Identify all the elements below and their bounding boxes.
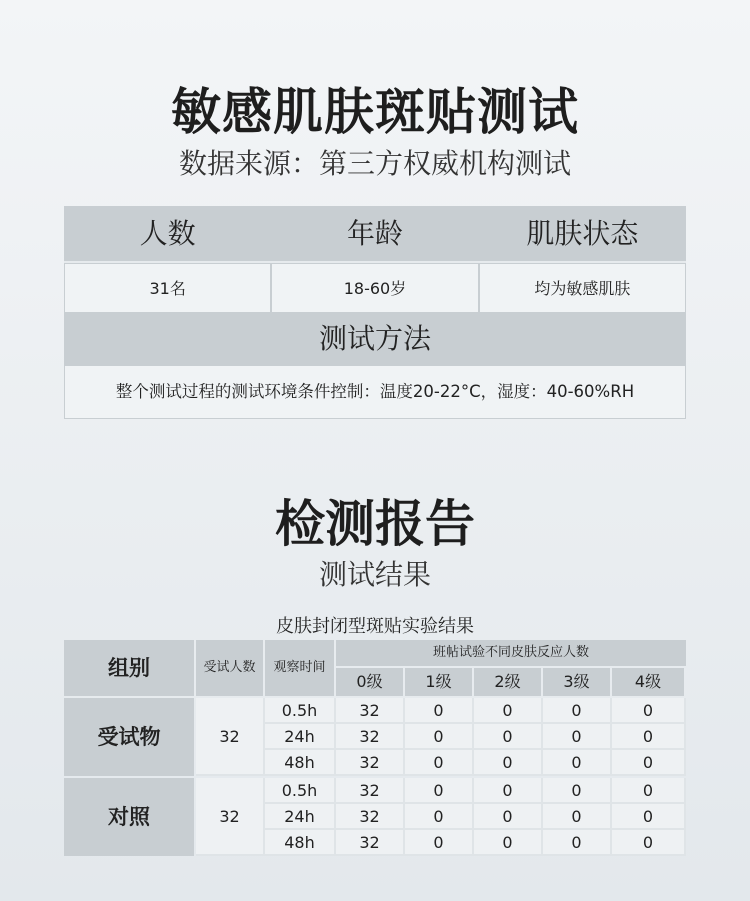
reaction-count: 0 [543,698,612,724]
info-table-values [64,263,686,313]
reaction-count: 0 [474,778,543,804]
reaction-count: 32 [336,750,405,776]
reaction-count: 32 [336,804,405,830]
page-title: 敏感肌肤斑贴测试 [171,82,579,141]
group-name: 对照 [64,778,194,856]
header-subjects: 受试人数 [196,640,263,696]
observation-time: 24h [265,804,336,830]
reaction-count: 0 [543,750,612,776]
header-group: 组别 [64,640,194,696]
reaction-count: 0 [405,778,474,804]
header-observation-time: 观察时间 [265,640,334,696]
results-table [64,640,686,854]
reaction-count: 32 [336,724,405,750]
reaction-count: 0 [405,804,474,830]
reaction-count: 0 [474,804,543,830]
observation-time: 0.5h [265,698,336,724]
data-source-subtitle: 数据来源：第三方权威机构测试 [178,147,571,180]
observation-time: 24h [265,724,336,750]
reaction-count: 0 [474,698,543,724]
reaction-count: 0 [405,698,474,724]
observation-time: 0.5h [265,778,336,804]
value-skin-state: 均为敏感肌肤 [479,263,686,313]
reaction-count: 0 [543,778,612,804]
method-note: 整个测试过程的测试环境条件控制：温度20-22°C，湿度：40-60%RH [64,365,686,419]
reaction-count: 0 [612,830,686,856]
header-grade: 3级 [543,668,610,696]
reaction-count: 0 [543,724,612,750]
header-grade: 0级 [336,668,403,696]
group-name: 受试物 [64,698,194,776]
method-heading: 测试方法 [64,313,686,365]
observation-time: 48h [265,750,336,776]
reaction-count: 0 [474,830,543,856]
reaction-count: 0 [405,830,474,856]
report-title: 检测报告 [275,494,475,553]
reaction-count: 0 [474,724,543,750]
reaction-count: 32 [336,830,405,856]
header-skin-state: 肌肤状态 [526,217,639,250]
report-subtitle: 测试结果 [318,558,431,591]
reaction-count: 0 [405,750,474,776]
table-caption: 皮肤封闭型斑贴实验结果 [276,616,474,637]
reaction-count: 0 [543,830,612,856]
reaction-count: 0 [612,750,686,776]
header-people: 人数 [139,217,196,250]
reaction-count: 0 [612,724,686,750]
observation-time: 48h [265,830,336,856]
reaction-count: 0 [405,724,474,750]
group-subjects: 32 [196,698,265,776]
header-grade: 2级 [474,668,541,696]
header-grade: 1级 [405,668,472,696]
reaction-count: 0 [612,778,686,804]
group-subjects: 32 [196,778,265,856]
value-people: 31名 [64,263,271,313]
reaction-count: 0 [612,698,686,724]
value-age: 18-60岁 [271,263,478,313]
reaction-count: 0 [474,750,543,776]
header-age: 年龄 [346,217,403,250]
reaction-count: 0 [543,804,612,830]
header-grade: 4级 [612,668,684,696]
info-table-header [64,206,686,263]
reaction-count: 32 [336,778,405,804]
info-table [64,206,686,419]
header-reaction-count: 班帖试验不同皮肤反应人数 [336,640,686,666]
reaction-count: 32 [336,698,405,724]
reaction-count: 0 [612,804,686,830]
